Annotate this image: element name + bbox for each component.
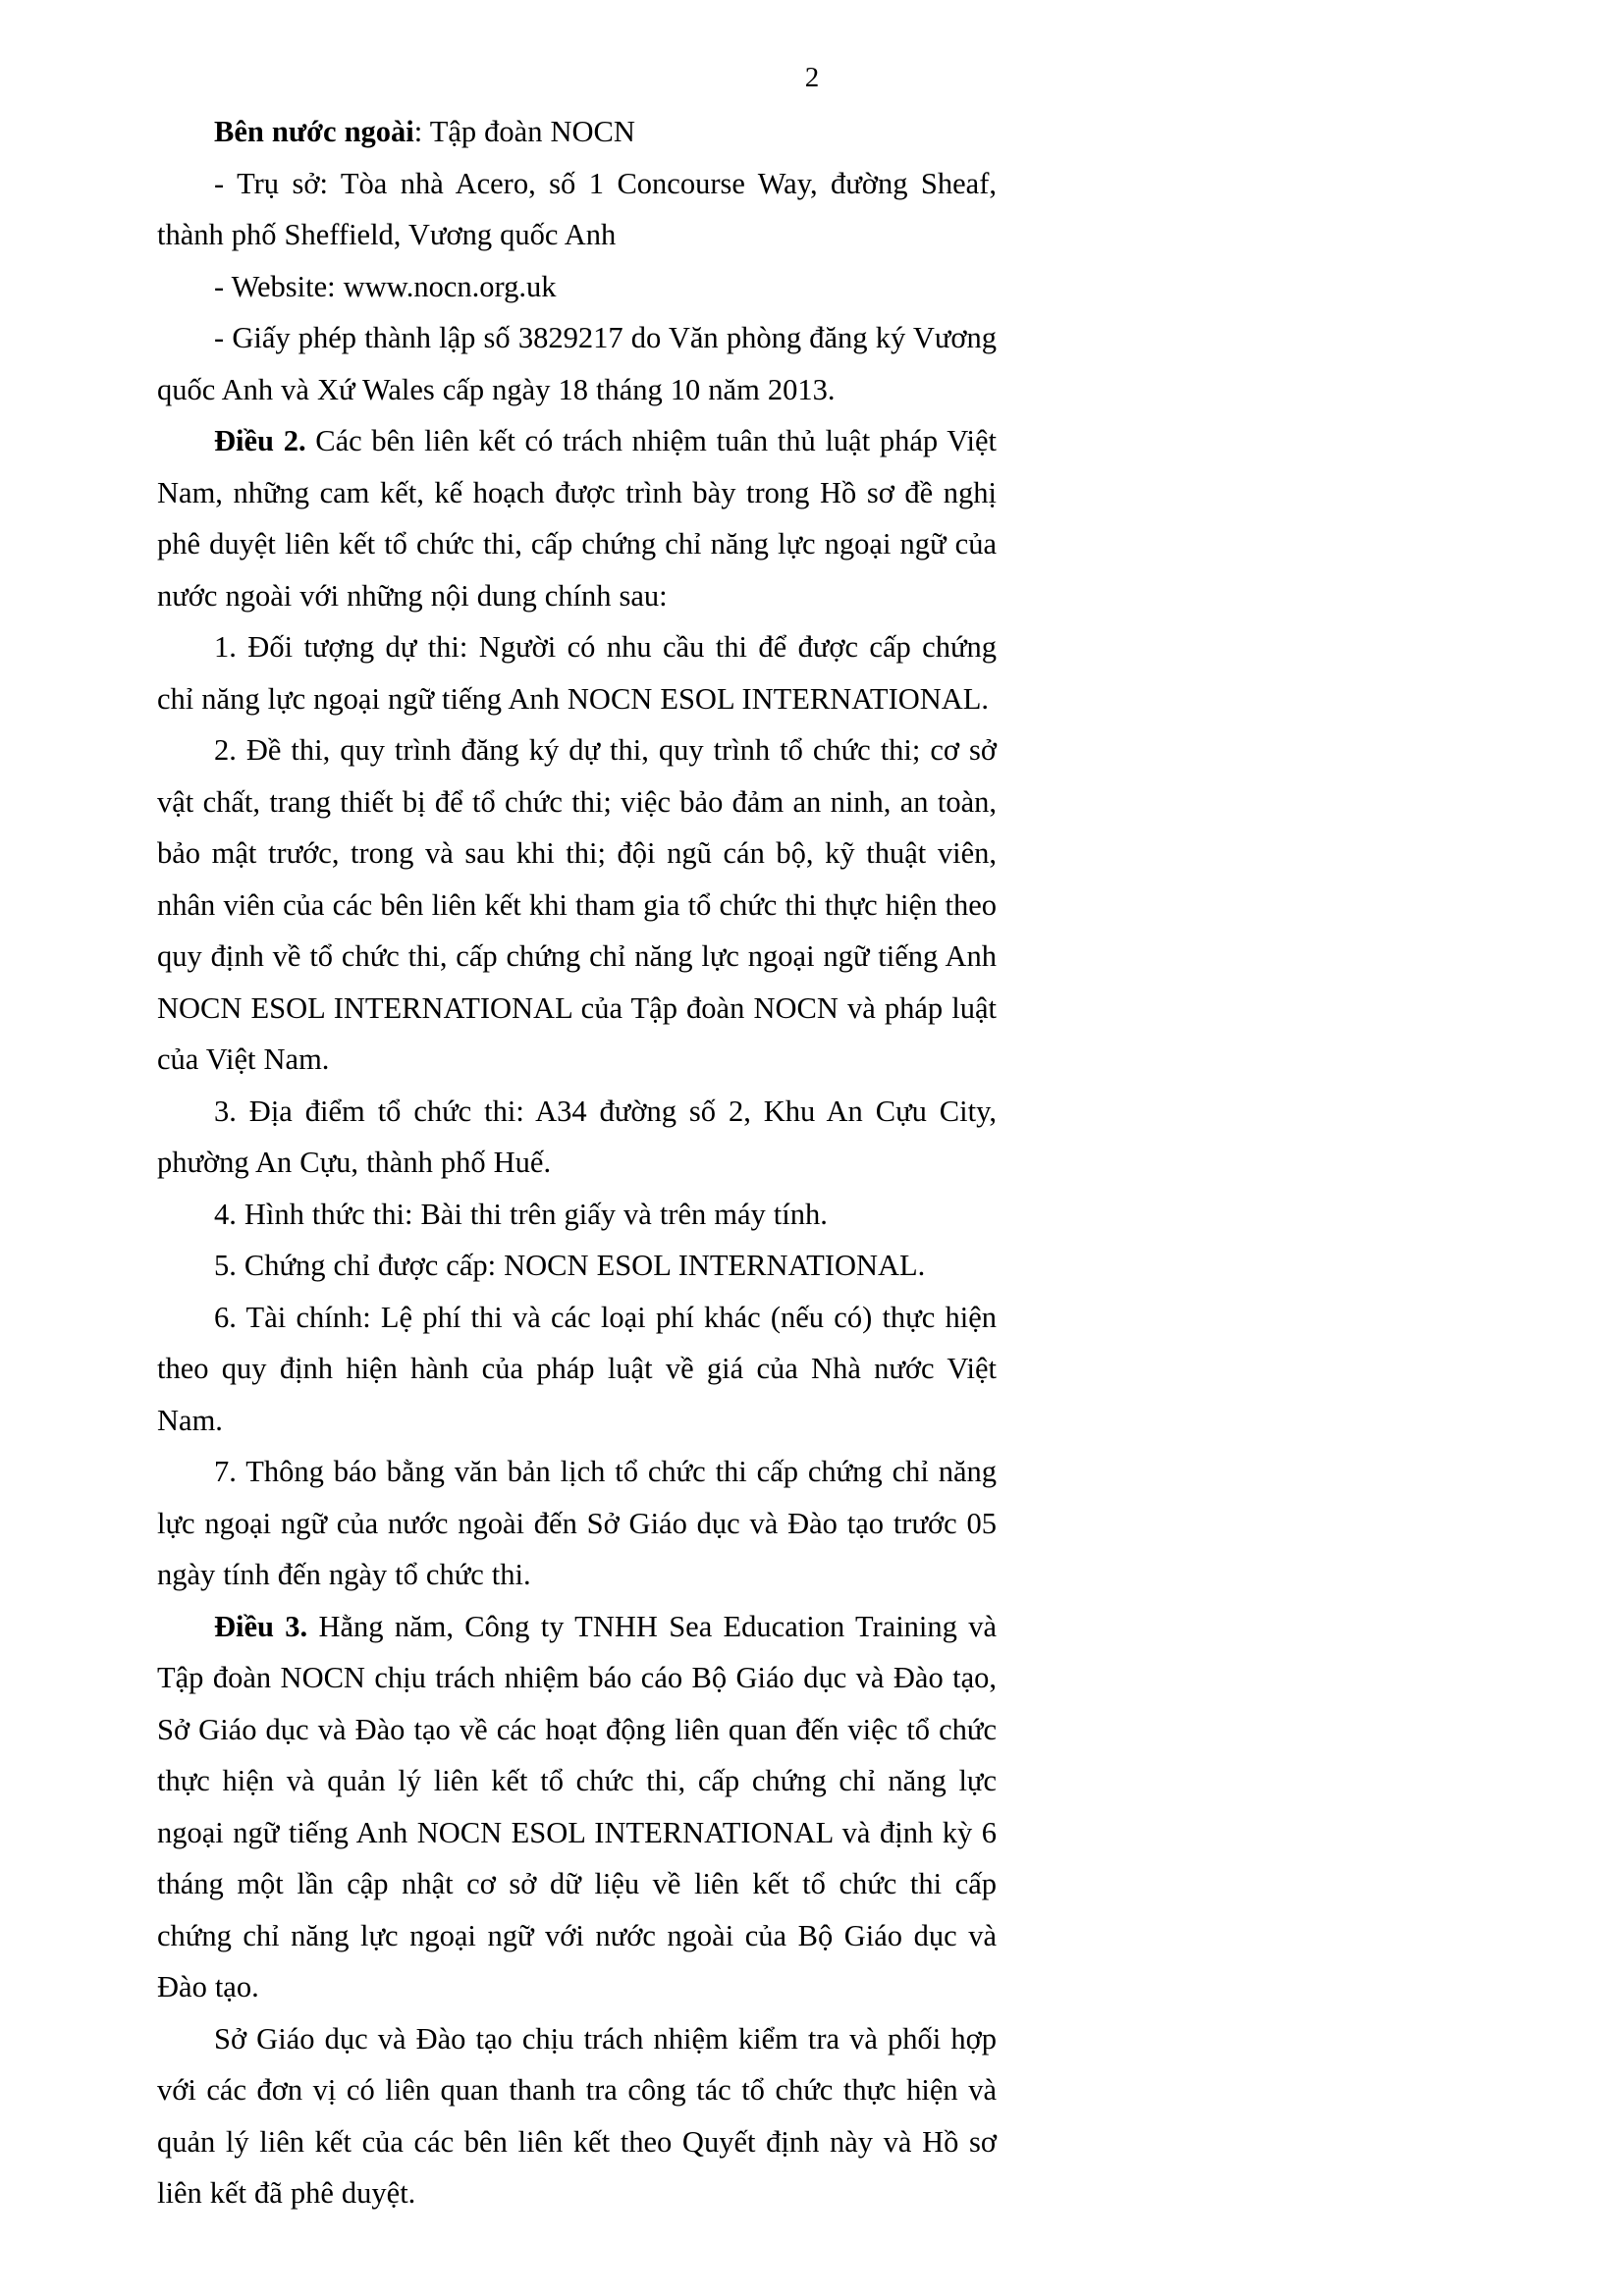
run-in-heading-dieu-2: Điều 2. — [214, 424, 306, 457]
paragraph-item-4 — [157, 1189, 997, 1241]
paragraph-text: 6. Tài chính: Lệ phí thi và các loại phí khác (nếu có) thực hiện theo quy định hiện hành của pháp luật về giá của Nhà nước Việt Nam. — [157, 1300, 997, 1437]
paragraph-text: Hằng năm, Công ty TNHH Sea Education Training và Tập đoàn NOCN chịu trách nhiệm báo cáo Bộ Giáo dục và Đào tạo, Sở Giáo dục và Đào tạo về các hoạt động liên quan đến việc tổ chức thực hiện và quản lý liên kết tổ chức thi, cấp chứng chỉ năng lực ngoại ngữ tiếng Anh NOCN ESOL INTERNATIONAL và định kỳ 6 tháng một lần cập nhật cơ sở dữ liệu về liên kết tổ chức thi cấp chứng chỉ năng lực ngoại ngữ với nước ngoài của Bộ Giáo dục và Đào tạo. — [157, 1609, 997, 2003]
paragraph-text: - Website: www.nocn.org.uk — [214, 269, 557, 303]
paragraph-text: 1. Đối tượng dự thi: Người có nhu cầu thi để được cấp chứng chỉ năng lực ngoại ngữ tiếng Anh NOCN ESOL INTERNATIONAL. — [157, 630, 997, 716]
paragraph-headquarters — [157, 158, 997, 261]
paragraph-foreign-party — [157, 106, 997, 158]
paragraph-closing — [157, 2013, 997, 2219]
run-in-heading-dieu-3: Điều 3. — [214, 1609, 308, 1643]
paragraph-item-3 — [157, 1086, 997, 1189]
paragraph-text: 3. Địa điểm tổ chức thi: A34 đường số 2, Khu An Cựu City, phường An Cựu, thành phố Huế. — [157, 1094, 997, 1179]
paragraph-text: Sở Giáo dục và Đào tạo chịu trách nhiệm kiểm tra và phối hợp với các đơn vị có liên quan thanh tra công tác tổ chức thực hiện và quản lý liên kết của các bên liên kết theo Quyết định này và Hồ sơ liên kết đã phê duyệt. — [157, 2021, 997, 2210]
paragraph-text: 7. Thông báo bằng văn bản lịch tổ chức thi cấp chứng chỉ năng lực ngoại ngữ của nước ngoài đến Sở Giáo dục và Đào tạo trước 05 ngày tính đến ngày tổ chức thi. — [157, 1455, 997, 1591]
page-number: 2 — [804, 62, 820, 93]
paragraph-text: - Trụ sở: Tòa nhà Acero, số 1 Concourse Way, đường Sheaf, thành phố Sheffield, Vương quốc Anh — [157, 166, 997, 251]
paragraph-item-5 — [157, 1240, 997, 1292]
paragraph-item-1 — [157, 621, 997, 724]
paragraph-dieu-3 — [157, 1601, 997, 2013]
paragraph-text: : Tập đoàn NOCN — [413, 115, 635, 148]
paragraph-text: 5. Chứng chỉ được cấp: NOCN ESOL INTERNATIONAL. — [214, 1249, 926, 1282]
paragraph-text: 2. Đề thi, quy trình đăng ký dự thi, quy trình tổ chức thi; cơ sở vật chất, trang thiết bị để tổ chức thi; việc bảo đảm an ninh, an toàn, bảo mật trước, trong và sau khi thi; đội ngũ cán bộ, kỹ thuật viên, nhân viên của các bên liên kết khi tham gia tổ chức thi thực hiện theo quy định về tổ chức thi, cấp chứng chỉ năng lực ngoại ngữ tiếng Anh NOCN ESOL INTERNATIONAL của Tập đoàn NOCN và pháp luật của Việt Nam. — [157, 733, 997, 1076]
paragraph-dieu-2 — [157, 415, 997, 621]
paragraph-text: - Giấy phép thành lập số 3829217 do Văn phòng đăng ký Vương quốc Anh và Xứ Wales cấp ngày 18 tháng 10 năm 2013. — [157, 321, 997, 406]
paragraph-item-2 — [157, 724, 997, 1086]
paragraph-website — [157, 261, 997, 313]
paragraph-text: 4. Hình thức thi: Bài thi trên giấy và trên máy tính. — [214, 1197, 828, 1231]
paragraph-item-6 — [157, 1292, 997, 1447]
document-body — [157, 106, 997, 2219]
paragraph-license — [157, 312, 997, 415]
run-in-heading-foreign-party: Bên nước ngoài — [214, 115, 414, 148]
paragraph-text: Các bên liên kết có trách nhiệm tuân thủ luật pháp Việt Nam, những cam kết, kế hoạch được trình bày trong Hồ sơ đề nghị phê duyệt liên kết tổ chức thi, cấp chứng chỉ năng lực ngoại ngữ của nước ngoài với những nội dung chính sau: — [157, 424, 997, 613]
paragraph-item-7 — [157, 1446, 997, 1601]
